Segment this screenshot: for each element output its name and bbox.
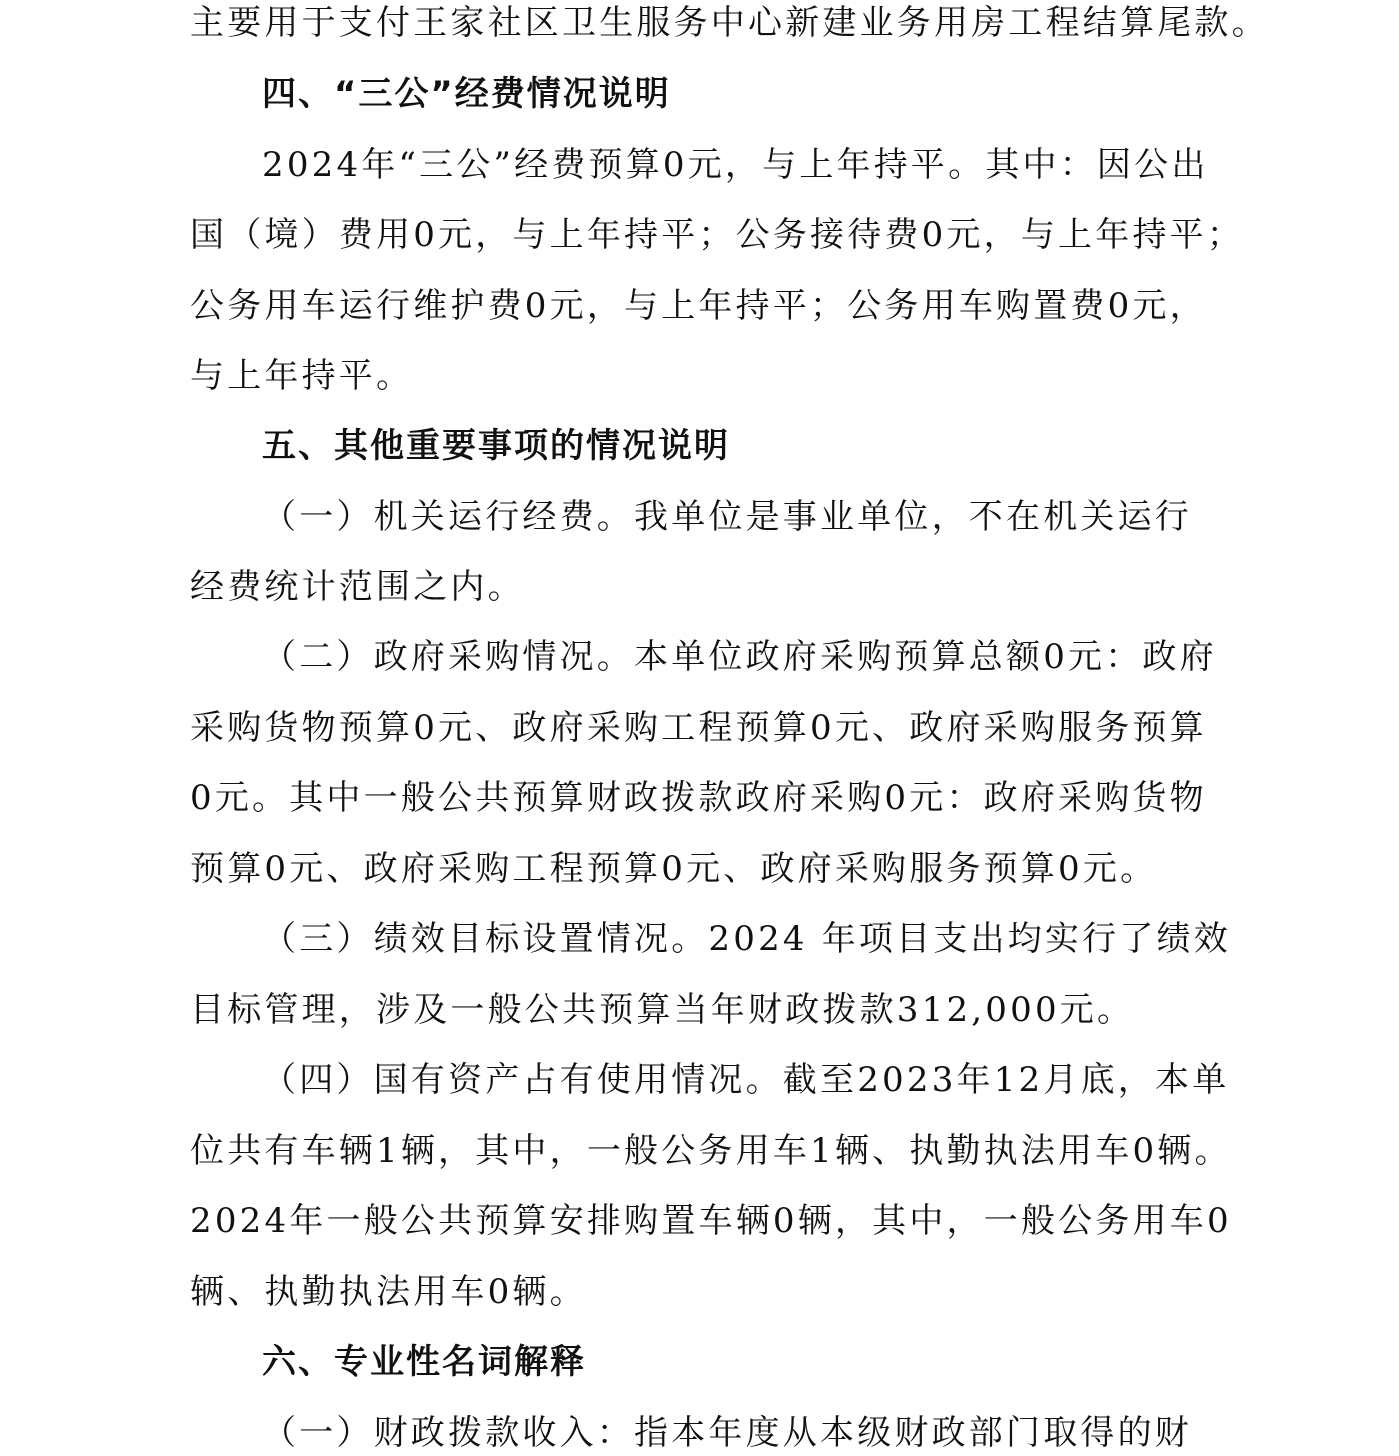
paragraph-line: 采购货物预算0元、政府采购工程预算0元、政府采购服务预算 — [190, 708, 1207, 748]
paragraph-line: （一）财政拨款收入：指本年度从本级财政部门取得的财 — [262, 1413, 1192, 1453]
paragraph-line: 0元。其中一般公共预算财政拨款政府采购0元：政府采购货物 — [190, 778, 1207, 818]
paragraph-line: （一）机关运行经费。我单位是事业单位，不在机关运行 — [262, 497, 1192, 537]
paragraph-line: 主要用于支付王家社区卫生服务中心新建业务用房工程结算尾款。 — [190, 3, 1269, 43]
paragraph-line: 与上年持平。 — [190, 356, 414, 396]
paragraph-line: （三）绩效目标设置情况。2024 年项目支出均实行了绩效 — [262, 919, 1231, 959]
paragraph-line: 经费统计范围之内。 — [190, 567, 525, 607]
paragraph-line: 2024年一般公共预算安排购置车辆0辆，其中，一般公务用车0 — [190, 1201, 1232, 1241]
paragraph-line: 国（境）费用0元，与上年持平；公务接待费0元，与上年持平； — [190, 215, 1245, 255]
paragraph-line: 2024年“三公”经费预算0元，与上年持平。其中：因公出 — [262, 145, 1209, 185]
paragraph-line: 位共有车辆1辆，其中，一般公务用车1辆、执勤执法用车0辆。 — [190, 1131, 1232, 1171]
paragraph-line: 公务用车运行维护费0元，与上年持平；公务用车购置费0元， — [190, 286, 1207, 326]
paragraph-line: 目标管理，涉及一般公共预算当年财政拨款312,000元。 — [190, 990, 1135, 1030]
section-heading-terms: 六、专业性名词解释 — [262, 1342, 586, 1382]
paragraph-line: （二）政府采购情况。本单位政府采购预算总额0元：政府 — [262, 637, 1217, 677]
section-heading-three-public: 四、“三公”经费情况说明 — [262, 74, 671, 114]
paragraph-line: 辆、执勤执法用车0辆。 — [190, 1272, 587, 1312]
section-heading-other-matters: 五、其他重要事项的情况说明 — [262, 426, 730, 466]
paragraph-line: 预算0元、政府采购工程预算0元、政府采购服务预算0元。 — [190, 849, 1158, 889]
paragraph-line: （四）国有资产占有使用情况。截至2023年12月底，本单 — [262, 1060, 1230, 1100]
